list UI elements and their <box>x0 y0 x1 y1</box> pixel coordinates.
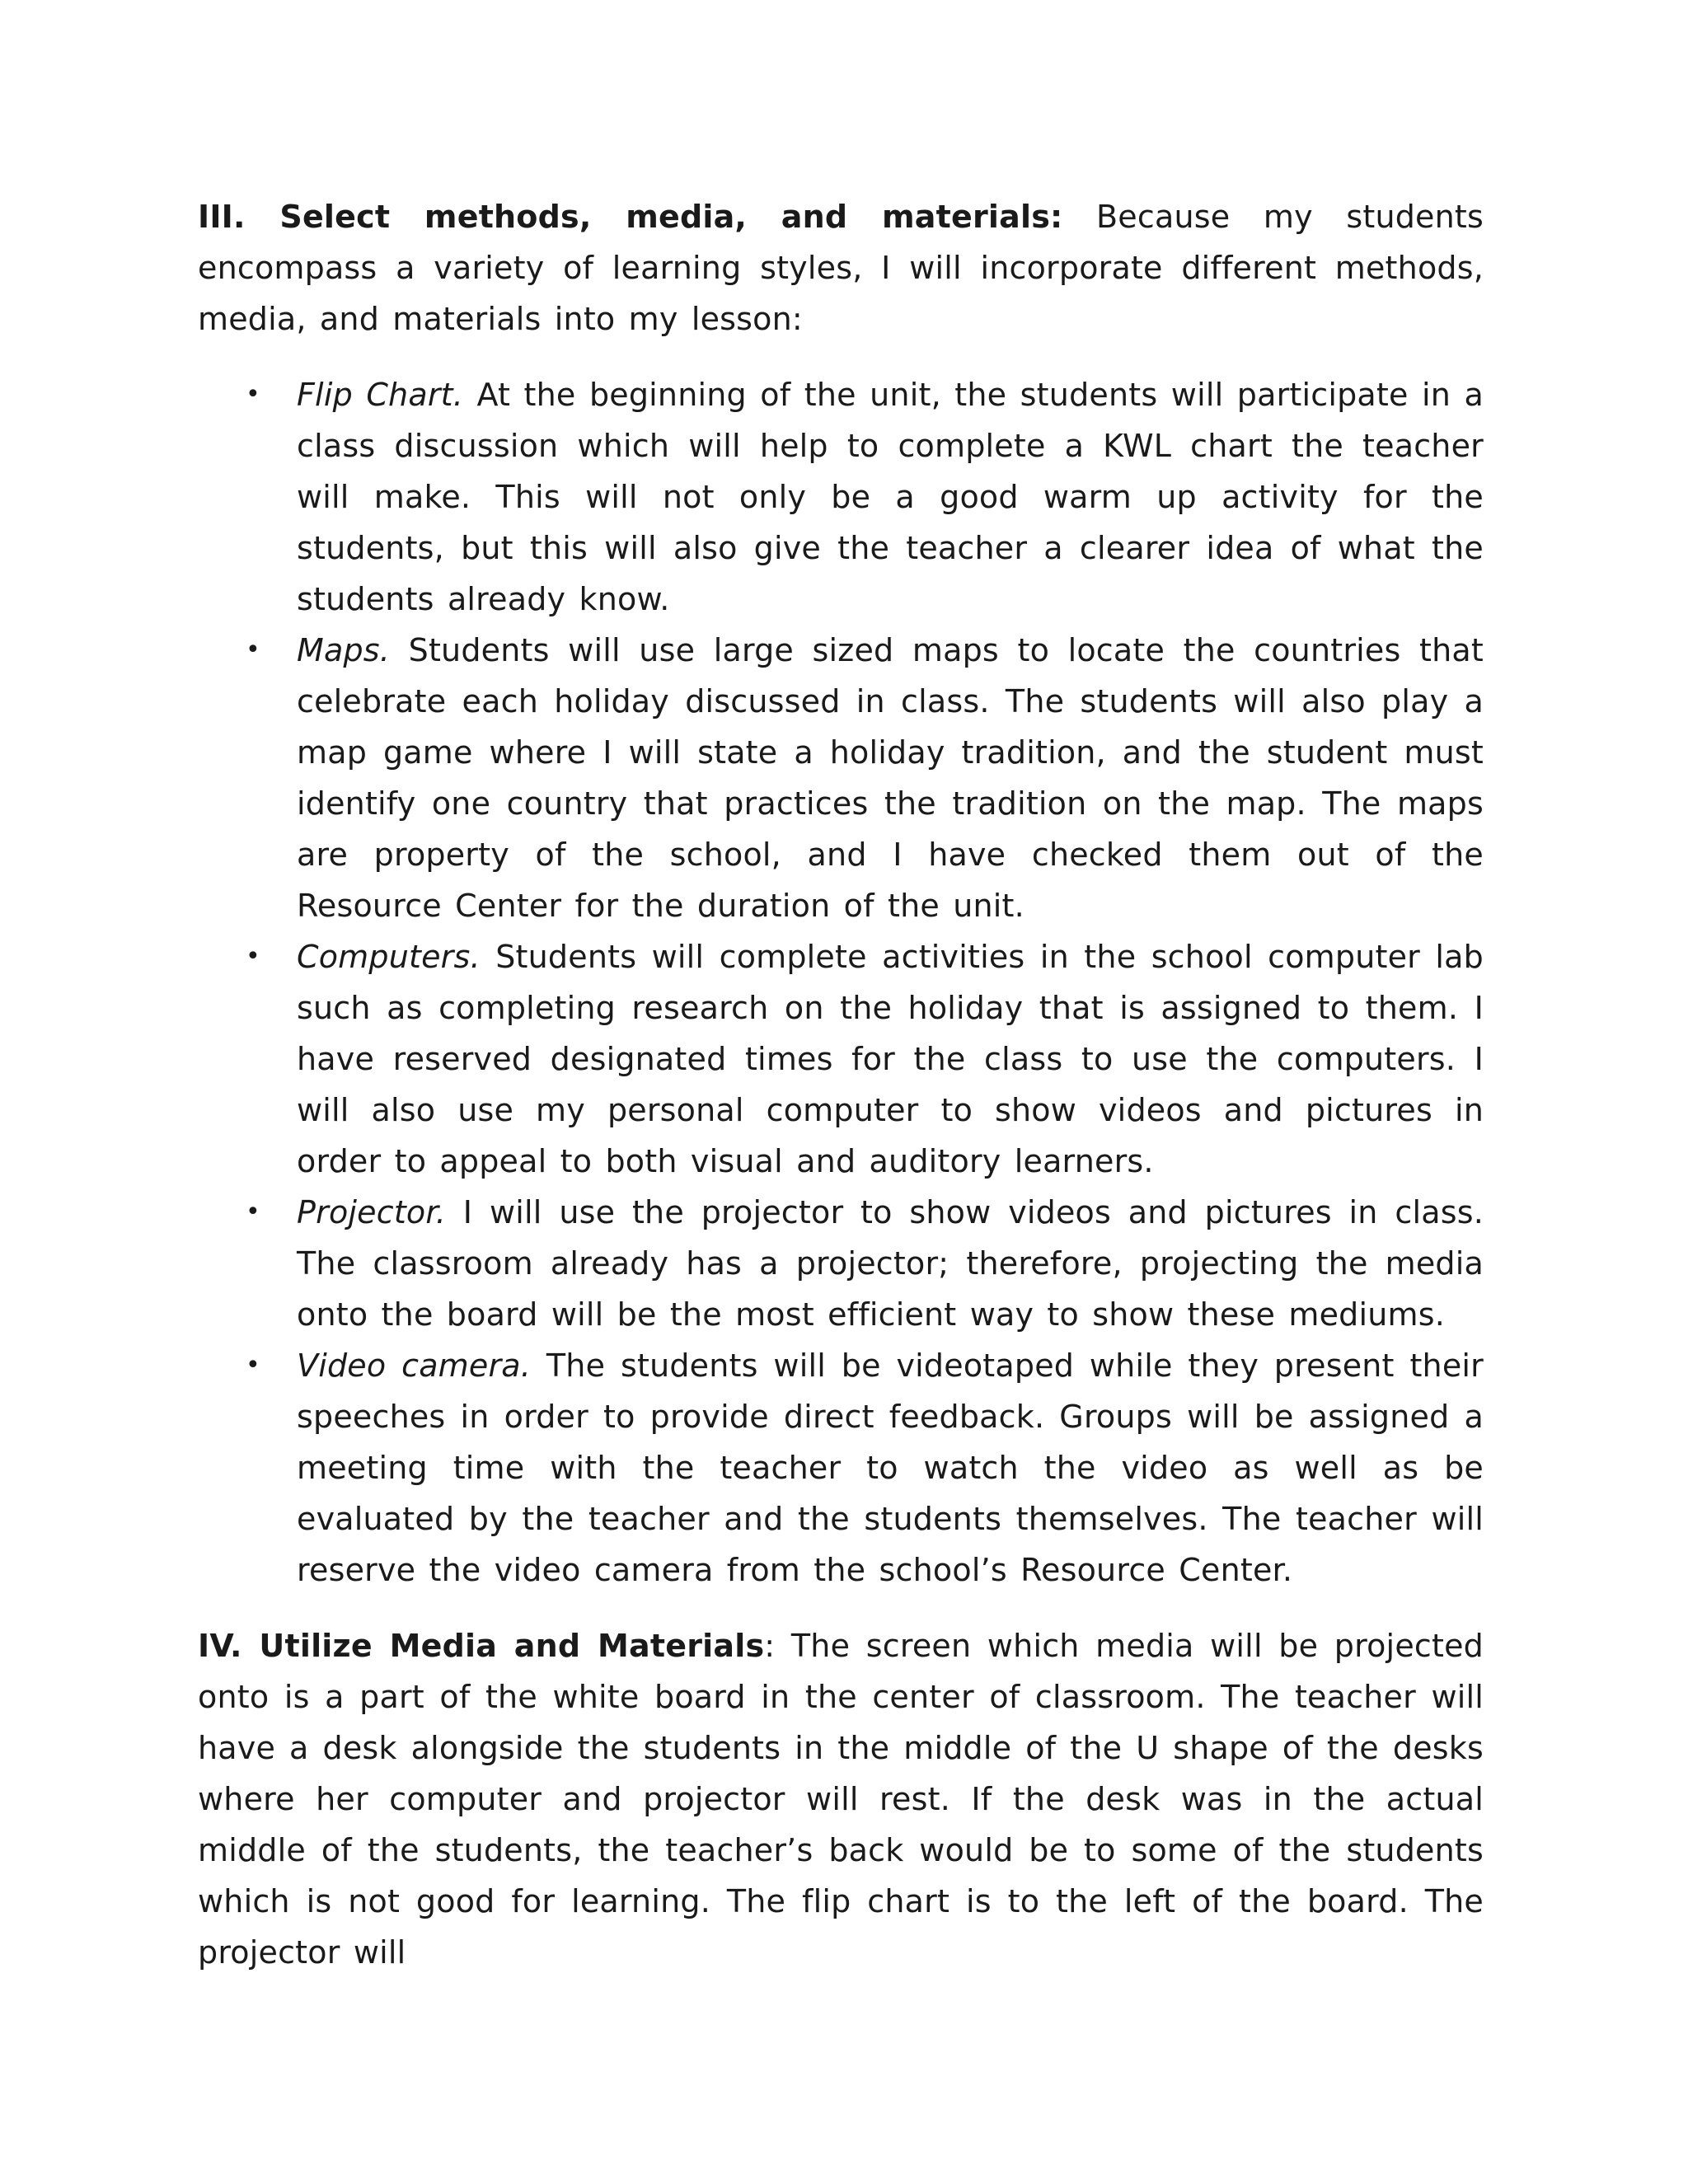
item-text: Students will complete activities in the school computer lab such as completing research on the holiday that is assigned to them. I have reserved designated times for the class to use the computers. I will also use my personal computer to show videos and pictures in order to appeal to both visual and auditory learners. <box>297 939 1484 1179</box>
list-item-projector <box>198 1187 1484 1340</box>
section-4-heading: IV. Utilize Media and Materials <box>198 1628 765 1664</box>
item-term: Projector. <box>297 1194 446 1230</box>
item-text: I will use the projector to show videos and pictures in class. The classroom already has a projector; therefore, projecting the media onto the board will be the most efficient way to show these mediums. <box>297 1194 1484 1333</box>
bullet-icon: • <box>246 942 260 971</box>
item-term: Maps. <box>297 632 391 668</box>
item-text: The students will be videotaped while they present their speeches in order to provide direct feedback. Groups will be assigned a meeting time with the teacher to watch the video as well as be evaluated by the teacher and the students themselves. The teacher will reserve the video camera from the school’s Resource Center. <box>297 1347 1484 1588</box>
bullet-icon: • <box>246 1197 260 1226</box>
section-3-paragraph <box>198 191 1484 344</box>
item-term: Video camera. <box>297 1347 532 1384</box>
item-text: At the beginning of the unit, the students will participate in a class discussion which will help to complete a KWL chart the teacher will make. This will not only be a good warm up activity for the students, but this will also give the teacher a clearer idea of what the students already know. <box>297 377 1484 617</box>
bullet-icon: • <box>246 1351 260 1380</box>
item-term: Computers. <box>297 939 481 975</box>
bullet-icon: • <box>246 635 260 664</box>
section-3-intro: Because my students encompass a variety of learning styles, I will incorporate different methods, media, and materials into my lesson: <box>198 199 1484 337</box>
materials-list <box>198 369 1484 1596</box>
list-item-video-camera <box>198 1340 1484 1596</box>
section-4-text: : The screen which media will be projected onto is a part of the white board in the center of classroom. The teacher will have a desk alongside the students in the middle of the U shape of the desks where her computer and projector will rest. If the desk was in the actual middle of the students, the teacher’s back would be to some of the students which is not good for learning. The flip chart is to the left of the board. The projector will <box>198 1628 1484 1971</box>
list-item-computers <box>198 931 1484 1187</box>
section-4-paragraph <box>198 1620 1484 1978</box>
list-item-flip-chart <box>198 369 1484 625</box>
bullet-icon: • <box>246 380 260 409</box>
item-term: Flip Chart. <box>297 377 464 413</box>
list-item-maps <box>198 625 1484 931</box>
item-text: Students will use large sized maps to locate the countries that celebrate each holiday discussed in class. The students will also play a map game where I will state a holiday tradition, and the student must identify one country that practices the tradition on the map. The maps are property of the school, and I have checked them out of the Resource Center for the duration of the unit. <box>297 632 1484 924</box>
document-page <box>198 191 1484 1978</box>
section-3-heading: III. Select methods, media, and materials: <box>198 199 1063 235</box>
